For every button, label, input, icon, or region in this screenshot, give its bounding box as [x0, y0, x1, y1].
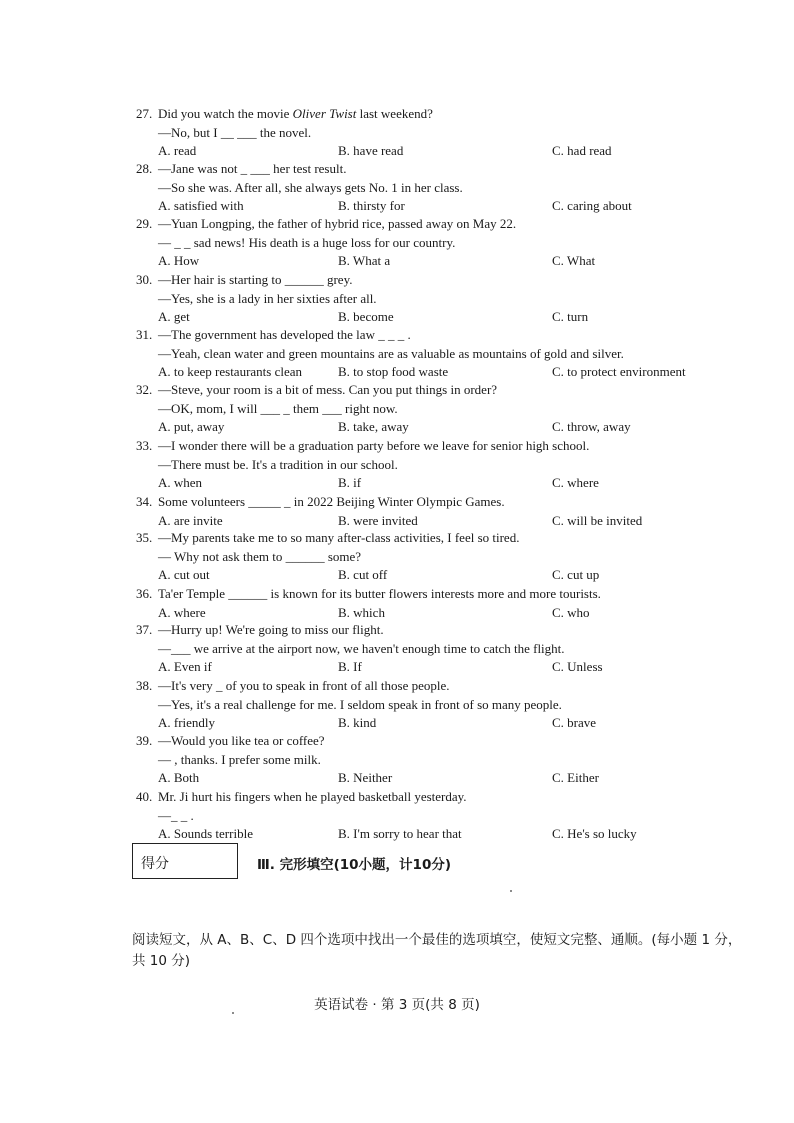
question-number: 29.	[136, 216, 153, 231]
option-a: A. Both	[158, 770, 200, 785]
option-c: C. will be invited	[552, 512, 643, 528]
option-a: A. Sounds terrible	[158, 826, 253, 841]
option-c: C. to protect environment	[552, 364, 686, 379]
question-stem	[158, 622, 384, 638]
option-c: C. He's so lucky	[552, 826, 637, 841]
option-b: B. If	[338, 659, 362, 674]
question-number: 39.	[136, 733, 153, 748]
question-stem	[158, 494, 505, 510]
question-number: 40.	[136, 789, 153, 804]
option-c: C. had read	[552, 143, 612, 158]
option-a: A. are invite	[158, 512, 223, 528]
dialogue-line	[158, 235, 455, 251]
question-stem	[158, 678, 450, 694]
option-c: C. Unless	[552, 659, 603, 674]
dialogue-line	[158, 401, 398, 417]
option-a: A. Even if	[158, 659, 212, 674]
dialogue-line	[158, 125, 311, 141]
text-run: —So she was. After all, she always gets No. 1 in her class.	[158, 179, 463, 195]
scan-speck	[232, 1012, 234, 1014]
dialogue-line	[158, 752, 321, 768]
option-a: A. when	[158, 475, 203, 490]
section-instructions: 阅读短文，从 A、B、C、D 四个选项中找出一个最佳的选项填空，使短文完整、通顺。(每小题 1 分，共 10 分)	[132, 932, 742, 969]
question-number: 37.	[136, 622, 153, 637]
text-run: —Yes, she is a lady in her sixties after all.	[158, 290, 377, 306]
text-run: Some volunteers _____ _ in 2022 Beijing Winter Olympic Games.	[158, 494, 505, 509]
text-run: — Why not ask them to ______ some?	[158, 548, 362, 564]
option-c: C. turn	[552, 309, 589, 324]
dialogue-line	[158, 641, 565, 657]
option-b: B. were invited	[338, 512, 418, 528]
question-stem	[158, 272, 352, 288]
question-stem	[158, 161, 346, 177]
text-run: —Yuan Longping, the father of hybrid rice, passed away on May 22.	[158, 216, 517, 231]
text-run: —_ _ .	[158, 807, 194, 823]
page-footer: 英语试卷 · 第 3 页(共 8 页)	[314, 997, 480, 1013]
option-b: B. to stop food waste	[338, 364, 449, 379]
option-a: A. friendly	[158, 715, 216, 730]
question-number: 36.	[136, 586, 153, 601]
option-b: B. have read	[338, 143, 404, 158]
dialogue-line	[158, 291, 377, 307]
option-a: A. satisfied with	[158, 198, 244, 213]
question-number: 32.	[136, 382, 153, 397]
question-number: 28.	[136, 161, 153, 176]
question-stem	[158, 106, 433, 122]
text-run: —There must be. It's a tradition in our school.	[158, 456, 398, 472]
text-run: Did you watch the movie	[158, 106, 293, 121]
text-run: —Her hair is starting to ______ grey.	[158, 272, 353, 287]
text-run: —Jane was not _ ___ her test result.	[158, 161, 347, 176]
dialogue-line	[158, 346, 624, 362]
option-b: B. kind	[338, 715, 377, 730]
option-a: A. where	[158, 604, 206, 620]
text-run: —Yeah, clean water and green mountains are as valuable as mountains of gold and silver.	[158, 345, 624, 361]
text-run: —No, but I __ ___ the novel.	[158, 124, 312, 140]
option-b: B. become	[338, 309, 394, 324]
question-stem	[158, 327, 411, 343]
section-title: Ⅲ. 完形填空(10小题，计10分)	[257, 857, 452, 873]
question-number: 35.	[136, 530, 153, 545]
question-number: 31.	[136, 327, 153, 342]
question-number: 27.	[136, 106, 153, 121]
dialogue-line	[158, 180, 463, 196]
option-c: C. What	[552, 253, 596, 268]
option-a: A. put, away	[158, 419, 225, 434]
question-stem	[158, 789, 467, 805]
text-run: —Yes, it's a real challenge for me. I seldom speak in front of so many people.	[158, 696, 562, 712]
dialogue-line	[158, 808, 194, 824]
option-b: B. which	[338, 604, 385, 620]
question-number: 30.	[136, 272, 153, 287]
text-run: —___ we arrive at the airport now, we haven't enough time to catch the flight.	[158, 640, 565, 656]
option-c: C. brave	[552, 715, 597, 730]
text-run: —I wonder there will be a graduation party before we leave for senior high school.	[158, 438, 590, 453]
option-b: B. Neither	[338, 770, 393, 785]
option-b: B. I'm sorry to hear that	[338, 826, 462, 841]
dialogue-line	[158, 549, 361, 565]
option-b: B. take, away	[338, 419, 409, 434]
text-run: Mr. Ji hurt his fingers when he played basketball yesterday.	[158, 789, 467, 804]
option-a: A. read	[158, 143, 197, 158]
option-a: A. to keep restaurants clean	[158, 364, 303, 379]
option-b: B. cut off	[338, 567, 388, 582]
question-stem	[158, 733, 325, 749]
dialogue-line	[158, 457, 398, 473]
text-run: last weekend?	[356, 106, 433, 121]
text-run: Ta'er Temple ______ is known for its butter flowers interests more and more tourists.	[158, 586, 601, 601]
option-a: A. cut out	[158, 567, 210, 582]
question-number: 33.	[136, 438, 153, 453]
text-run: —Steve, your room is a bit of mess. Can you put things in order?	[158, 382, 498, 397]
text-run: —OK, mom, I will ___ _ them ___ right now.	[158, 400, 398, 416]
dialogue-line	[158, 697, 562, 713]
option-c: C. cut up	[552, 567, 600, 582]
question-number: 34.	[136, 494, 153, 509]
option-c: C. throw, away	[552, 419, 631, 434]
text-run: —Hurry up! We're going to miss our flight.	[158, 622, 384, 637]
text-run: — , thanks. I prefer some milk.	[158, 751, 321, 767]
question-stem	[158, 382, 497, 398]
text-run: —The government has developed the law _ _ _ .	[158, 327, 411, 342]
score-box	[132, 843, 238, 879]
option-c: C. who	[552, 604, 590, 620]
option-c: C. caring about	[552, 198, 632, 213]
option-b: B. if	[338, 475, 362, 490]
question-stem	[158, 530, 519, 546]
question-stem	[158, 438, 589, 454]
option-a: A. How	[158, 253, 200, 268]
option-a: A. get	[158, 309, 190, 324]
text-run: —My parents take me to so many after-class activities, I feel so tired.	[158, 530, 520, 545]
question-stem	[158, 216, 516, 232]
option-c: C. where	[552, 475, 599, 490]
score-box-label: 得分	[141, 856, 169, 872]
option-c: C. Either	[552, 770, 599, 785]
question-stem	[158, 586, 601, 602]
text-run: —Would you like tea or coffee?	[158, 733, 325, 748]
option-b: B. thirsty for	[338, 198, 405, 213]
text-run: — _ _ sad news! His death is a huge loss for our country.	[158, 234, 456, 250]
text-run: —It's very _ of you to speak in front of all those people.	[158, 678, 450, 693]
title-italic: Oliver Twist	[292, 106, 357, 121]
scan-speck	[510, 890, 512, 892]
question-number: 38.	[136, 678, 153, 693]
option-b: B. What a	[338, 253, 391, 268]
